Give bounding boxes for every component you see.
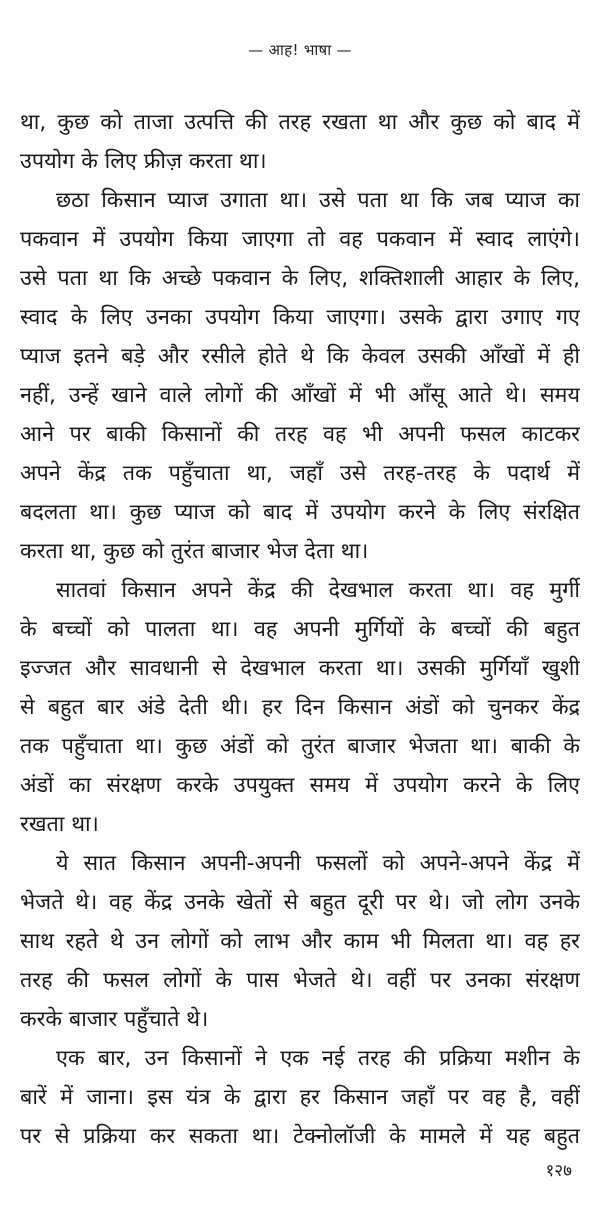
text-line: इज्जत और सावधानी से देखभाल करता था। उसकी मुर्गियाँ खुशी	[20, 656, 580, 681]
text-line: अपने केंद्र तक पहुँचाता था, जहाँ उसे तरह-तरह के पदार्थ में	[20, 461, 580, 486]
paragraph-start-line: एक बार, उन किसानों ने एक नई तरह की प्रक्रिया मशीन के	[56, 1046, 580, 1071]
text-line: बदलता था। कुछ प्याज को बाद में उपयोग करने के लिए संरक्षित	[20, 500, 580, 525]
text-line: साथ रहते थे उन लोगों को लाभ और काम भी मिलता था। वह हर	[20, 929, 580, 954]
text-line: तक पहुँचाता था। कुछ अंडों को तुरंत बाजार भेजता था। बाकी के	[20, 734, 580, 759]
text-line: उपयोग के लिए फ्रीज़ करता था।	[20, 149, 267, 174]
paragraph-start-line: सातवां किसान अपने केंद्र की देखभाल करता था। वह मुर्गी	[56, 578, 580, 603]
text-line: नहीं, उन्हें खाने वाले लोगों की आँखों में भी आँसू आते थे। समय	[20, 383, 580, 408]
text-line: आने पर बाकी किसानों की तरह वह भी अपनी फसल काटकर	[20, 422, 580, 447]
text-line: भेजते थे। वह केंद्र उनके खेतों से बहुत दूरी पर थे। जो लोग उनके	[20, 890, 580, 915]
page-number: १२७	[545, 1161, 572, 1181]
text-line: करता था, कुछ को तुरंत बाजार भेज देता था।	[20, 539, 369, 564]
page-body	[20, 103, 580, 1156]
text-line: था, कुछ को ताजा उत्पत्ति की तरह रखता था और कुछ को बाद में	[20, 110, 580, 135]
text-line: पर से प्रक्रिया कर सकता था। टेक्नोलॉजी के मामले में यह बहुत	[20, 1124, 580, 1149]
text-line: तरह की फसल लोगों के पास भेजते थे। वहीं पर उनका संरक्षण	[20, 968, 580, 993]
text-line: अंडों का संरक्षण करके उपयुक्त समय में उपयोग करने के लिए	[20, 773, 580, 798]
running-head: — आह! भाषा —	[248, 41, 352, 59]
text-line: के बच्चों को पालता था। वह अपनी मुर्गियों के बच्चों की बहुत	[20, 617, 580, 642]
text-line: स्वाद के लिए उनका उपयोग किया जाएगा। उसके द्वारा उगाए गए	[20, 305, 580, 330]
text-line: पकवान में उपयोग किया जाएगा तो वह पकवान में स्वाद लाएंगे।	[20, 227, 580, 252]
text-line: उसे पता था कि अच्छे पकवान के लिए, शक्तिशाली आहार के लिए,	[20, 266, 580, 291]
text-line: करके बाजार पहुँचाते थे।	[20, 1007, 209, 1032]
text-line: बारें में जाना। इस यंत्र के द्वारा हर किसान जहाँ पर वह है, वहीं	[20, 1085, 580, 1110]
text-line: रखता था।	[20, 812, 99, 837]
text-line: से बहुत बार अंडे देती थी। हर दिन किसान अंडों को चुनकर केंद्र	[20, 695, 580, 720]
text-line: प्याज इतने बड़े और रसीले होते थे कि केवल उसकी आँखों में ही	[20, 344, 580, 369]
paragraph-start-line: ये सात किसान अपनी-अपनी फसलों को अपने-अपने केंद्र में	[56, 851, 580, 876]
paragraph-start-line: छठा किसान प्याज उगाता था। उसे पता था कि जब प्याज का	[56, 188, 580, 213]
